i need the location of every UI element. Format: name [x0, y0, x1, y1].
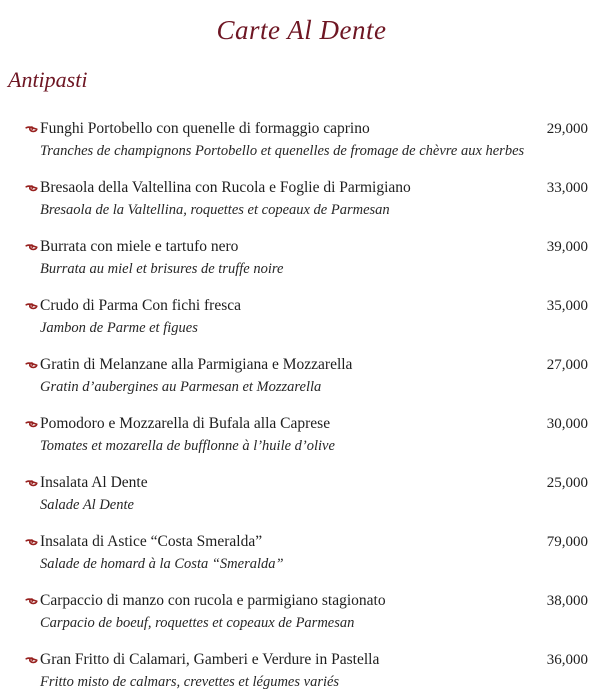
menu-item: [25, 354, 588, 397]
item-price: 25,000: [546, 475, 588, 491]
item-price: 36,000: [546, 652, 588, 668]
fleuron-icon: [25, 237, 40, 258]
item-name: Insalata di Astice “Costa Smeralda”: [40, 533, 263, 550]
item-name: Gran Fritto di Calamari, Gamberi e Verdure in Pastella: [40, 651, 380, 668]
item-name: Pomodoro e Mozzarella di Bufala alla Caprese: [40, 415, 331, 432]
item-description: Tranches de champignons Portobello et quenelles de fromage de chèvre aux herbes: [40, 143, 525, 159]
fleuron-icon: [25, 414, 40, 435]
item-price: 30,000: [546, 416, 588, 432]
fleuron-icon: [25, 119, 40, 140]
menu-item: [25, 472, 588, 515]
menu-item: [25, 590, 588, 633]
item-description: Fritto misto de calmars, crevettes et légumes variés: [40, 674, 340, 690]
menu-item: [25, 236, 588, 279]
item-price: 29,000: [546, 121, 588, 137]
fleuron-icon: [25, 591, 40, 612]
item-description: Tomates et mozarella de bufflonne à l’huile d’olive: [40, 438, 335, 454]
item-name: Carpaccio di manzo con rucola e parmigiano stagionato: [40, 592, 386, 609]
item-price: 27,000: [546, 357, 588, 373]
menu-list: [0, 118, 603, 692]
item-description: Burrata au miel et brisures de truffe noire: [40, 261, 284, 277]
fleuron-icon: [25, 355, 40, 376]
page-title: Carte Al Dente: [216, 15, 387, 45]
item-name: Crudo di Parma Con fichi fresca: [40, 297, 242, 314]
item-price: 39,000: [546, 239, 588, 255]
fleuron-icon: [25, 650, 40, 671]
item-price: 33,000: [546, 180, 588, 196]
menu-item: [25, 118, 588, 161]
menu-item: [25, 531, 588, 574]
item-name: Funghi Portobello con quenelle di formaggio caprino: [40, 120, 370, 137]
menu-item: [25, 649, 588, 692]
menu-item: [25, 295, 588, 338]
menu-item: [25, 177, 588, 220]
item-name: Burrata con miele e tartufo nero: [40, 238, 239, 255]
item-name: Bresaola della Valtellina con Rucola e Foglie di Parmigiano: [40, 179, 411, 196]
item-description: Gratin d’aubergines au Parmesan et Mozzarella: [40, 379, 322, 395]
item-price: 38,000: [546, 593, 588, 609]
fleuron-icon: [25, 296, 40, 317]
section-heading-antipasti: Antipasti: [8, 67, 88, 92]
fleuron-icon: [25, 532, 40, 553]
fleuron-icon: [25, 178, 40, 199]
item-description: Carpacio de boeuf, roquettes et copeaux de Parmesan: [40, 615, 355, 631]
menu-item: [25, 413, 588, 456]
item-name: Gratin di Melanzane alla Parmigiana e Mozzarella: [40, 356, 353, 373]
item-description: Salade de homard à la Costa “Smeralda”: [40, 556, 284, 572]
item-description: Bresaola de la Valtellina, roquettes et copeaux de Parmesan: [40, 202, 390, 218]
item-name: Insalata Al Dente: [40, 474, 148, 491]
item-price: 79,000: [546, 534, 588, 550]
item-description: Jambon de Parme et figues: [40, 320, 198, 336]
item-description: Salade Al Dente: [40, 497, 134, 513]
item-price: 35,000: [546, 298, 588, 314]
fleuron-icon: [25, 473, 40, 494]
